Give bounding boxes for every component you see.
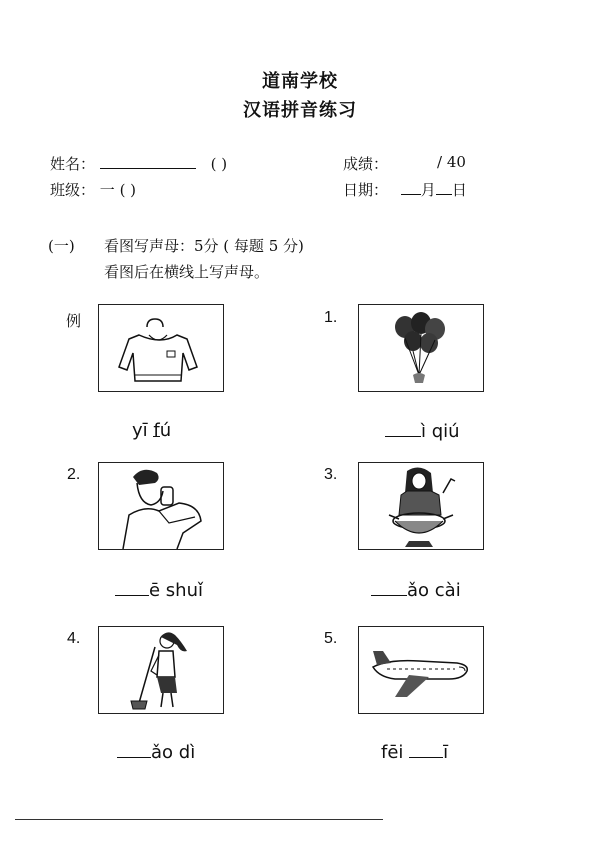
item-4-label: 4. <box>67 630 81 647</box>
school-name: 道南学校 <box>262 71 338 92</box>
item-1-label: 1. <box>324 309 338 326</box>
worksheet-title: 汉语拼音练习 <box>243 100 357 121</box>
score-label: 成绩： <box>343 155 389 173</box>
item-1-pinyin: ì qiú <box>385 420 460 442</box>
cooking-woman-picture <box>358 462 484 550</box>
example-label: 例 <box>66 312 82 330</box>
drinking-boy-picture <box>98 462 224 550</box>
item-5-label: 5. <box>324 630 338 647</box>
airplane-icon <box>359 627 483 713</box>
date-field <box>343 179 467 200</box>
score-value: / 40 <box>437 153 466 171</box>
section-instruction: 看图后在横线上写声母。 <box>104 263 270 281</box>
class-value: 一 ( ) <box>99 181 137 199</box>
item-1-blank[interactable] <box>385 420 421 437</box>
example-answer: f <box>153 420 160 441</box>
bottom-divider <box>15 819 383 820</box>
day-label: 日 <box>451 181 467 199</box>
day-blank[interactable] <box>436 181 452 195</box>
item-3-blank[interactable] <box>371 579 407 596</box>
shirt-icon <box>99 305 223 391</box>
drinking-boy-icon <box>99 463 223 549</box>
class-field <box>50 179 136 200</box>
balloons-picture <box>358 304 484 392</box>
name-field <box>50 153 227 174</box>
item-4-blank[interactable] <box>117 741 151 758</box>
airplane-picture <box>358 626 484 714</box>
name-blank[interactable] <box>100 154 196 169</box>
month-blank[interactable] <box>401 181 421 195</box>
item-3-label: 3. <box>324 466 338 483</box>
cooking-woman-icon <box>359 463 483 549</box>
item-2-label: 2. <box>67 466 81 483</box>
item-2-blank[interactable] <box>115 579 149 596</box>
item-5-pinyin: fēi ī <box>381 742 449 763</box>
example-pinyin: yī fú <box>132 420 172 441</box>
class-label: 班级： <box>50 181 96 199</box>
item-3-pinyin: ǎo cài <box>371 579 461 601</box>
section-title: 看图写声母：5分 ( 每题 5 分) <box>104 237 304 255</box>
balloons-icon <box>359 305 483 391</box>
shirt-picture <box>98 304 224 392</box>
date-label: 日期： <box>343 181 389 199</box>
item-5-blank[interactable] <box>409 741 443 758</box>
sweeping-girl-icon <box>99 627 223 713</box>
month-label: 月 <box>420 181 436 199</box>
item-2-pinyin: ē shuǐ <box>115 579 203 601</box>
name-paren: ( ) <box>210 155 228 173</box>
name-label: 姓名： <box>50 155 96 173</box>
sweeping-girl-picture <box>98 626 224 714</box>
section-number: (一) <box>48 237 75 255</box>
item-4-pinyin: ǎo dì <box>117 741 195 763</box>
